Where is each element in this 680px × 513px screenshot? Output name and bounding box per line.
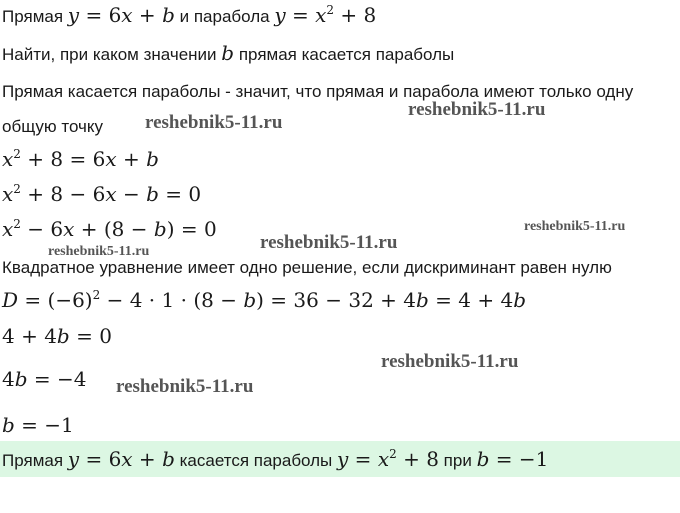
problem-statement-line-1 xyxy=(2,4,376,28)
answer-text-line: Прямая xyxy=(2,451,64,470)
answer-box xyxy=(0,441,680,477)
problem-statement-line-2 xyxy=(2,42,454,66)
discriminant-note: Квадратное уравнение имеет одно решение, если дискриминант равен нулю xyxy=(2,258,612,277)
equation-4: 4 + 4b = 0 xyxy=(2,324,112,348)
explanation-line-1: Прямая касается параболы - значит, что прямая и парабола имеют только одну xyxy=(2,82,634,101)
parameter-b: b xyxy=(221,41,235,65)
equation-2: $x^2 + 8 - 6x - b = 0$ xyxy=(2,182,202,206)
explanation-line-2: общую точку xyxy=(2,117,104,136)
line-equation: y = 6x + b xyxy=(67,3,175,27)
equation-3: $x^2 - 6x + (8 - b) = 0$ xyxy=(2,217,217,241)
answer-text-tangent: касается параболы xyxy=(179,451,333,470)
watermark: reshebnik5-11.ru xyxy=(381,351,519,372)
watermark: reshebnik5-11.ru xyxy=(48,244,150,259)
watermark: reshebnik5-11.ru xyxy=(260,232,398,253)
problem-text-line: Прямая xyxy=(2,7,64,26)
discriminant-equation: $D = (-6)^2 - 4 \cdot 1 \cdot (8 - b) = 36 - 32 + 4b = 4 + 4b$ xyxy=(2,288,527,312)
parabola-equation: $y = x^2 + 8$ xyxy=(274,3,377,27)
answer-line-equation: y = 6x + b xyxy=(67,447,175,471)
answer-text-when: при xyxy=(443,451,472,470)
equation-6: b = −1 xyxy=(2,413,74,437)
watermark: reshebnik5-11.ru xyxy=(408,99,546,120)
problem-question-text-end: прямая касается параболы xyxy=(238,45,455,64)
answer-line xyxy=(2,448,548,472)
answer-value: b = −1 xyxy=(476,447,549,471)
watermark: reshebnik5-11.ru xyxy=(145,112,283,133)
problem-text-parabola: и парабола xyxy=(179,7,270,26)
answer-parabola-equation: $y = x^2 + 8$ xyxy=(337,447,439,471)
watermark: reshebnik5-11.ru xyxy=(524,219,626,234)
watermark: reshebnik5-11.ru xyxy=(116,376,254,397)
equation-1: $x^2 + 8 = 6x + b$ xyxy=(2,147,159,171)
equation-5: 4b = −4 xyxy=(2,367,87,391)
problem-question-text: Найти, при каком значении xyxy=(2,45,217,64)
